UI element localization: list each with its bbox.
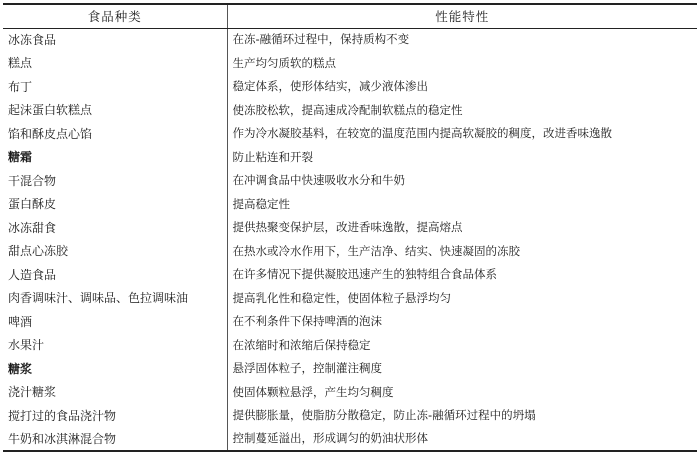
table-header-row xyxy=(3,4,697,28)
table-row xyxy=(3,216,697,240)
property-cell: 防止粘连和开裂 xyxy=(232,149,313,164)
property-cell: 在浓缩时和浓缩后保持稳定 xyxy=(232,337,371,352)
property-cell: 提高乳化性和稳定性，使固体粒子悬浮均匀 xyxy=(232,290,451,305)
property-cell: 提供膨胀量，使脂肪分散稳定，防止冻-融循环过程中的坍塌 xyxy=(232,408,536,422)
property-cell: 在冲调食品中快速吸收水分和牛奶 xyxy=(232,173,405,187)
property-cell: 生产均匀质软的糕点 xyxy=(232,55,336,70)
table-row xyxy=(3,146,697,170)
property-cell: 在不利条件下保持啤酒的泡沫 xyxy=(232,314,382,328)
property-cell: 使固体颗粒悬浮，产生均匀稠度 xyxy=(232,384,394,399)
food-category-cell: 甜点心冻胶 xyxy=(3,240,227,264)
table-row xyxy=(3,404,697,428)
table-row xyxy=(3,240,697,264)
food-category-cell: 搅打过的食品浇汁物 xyxy=(3,404,227,428)
header-food-category: 食品种类 xyxy=(3,4,227,28)
food-category-cell: 肉香调味汁、调味品、色拉调味油 xyxy=(3,287,227,311)
property-cell: 控制蔓延溢出，形成调匀的奶油状形体 xyxy=(227,428,697,452)
table-row xyxy=(3,28,697,52)
food-category-cell: 糖霜 xyxy=(3,146,227,170)
property-cell: 在冻-融循环过程中，保持质构不变 xyxy=(232,32,410,47)
food-category-cell: 水果汁 xyxy=(3,334,227,358)
food-category-cell: 布丁 xyxy=(3,75,227,99)
food-category-cell: 起沫蛋白软糕点 xyxy=(3,99,227,123)
table-row xyxy=(3,52,697,76)
table-row xyxy=(3,334,697,358)
food-category-cell: 糖浆 xyxy=(3,357,227,381)
table-row xyxy=(3,310,697,334)
property-cell: 使冻胶松软，提高速成冷配制软糕点的稳定性 xyxy=(232,102,463,117)
food-category-cell: 人造食品 xyxy=(3,263,227,287)
food-category-cell: 馅和酥皮点心馅 xyxy=(3,122,227,146)
table-row xyxy=(3,169,697,193)
food-properties-table xyxy=(3,3,697,452)
food-category-cell: 牛奶和冰淇淋混合物 xyxy=(3,428,227,452)
property-cell: 在许多情况下提供凝胶迅速产生的独特组合食品体系 xyxy=(232,267,497,281)
table-row xyxy=(3,263,697,287)
food-category-cell: 浇汁糖浆 xyxy=(3,381,227,405)
table-row xyxy=(3,287,697,311)
table-row xyxy=(3,99,697,123)
table-row xyxy=(3,381,697,405)
table-row xyxy=(3,357,697,381)
property-cell: 提高稳定性 xyxy=(232,196,290,211)
food-category-cell: 冰冻甜食 xyxy=(3,216,227,240)
table-row xyxy=(3,75,697,99)
property-cell: 在热水或冷水作用下，生产洁净、结实、快速凝固的冻胶 xyxy=(232,243,520,258)
header-property: 性能特性 xyxy=(227,4,697,28)
table-row xyxy=(3,193,697,217)
food-category-cell: 干混合物 xyxy=(3,169,227,193)
food-category-cell: 冰冻食品 xyxy=(3,28,227,52)
property-cell: 提供热聚变保护层，改进香味逸散，提高熔点 xyxy=(232,220,463,234)
property-cell: 稳定体系，使形体结实，减少液体渗出 xyxy=(232,79,428,93)
food-category-cell: 糕点 xyxy=(3,52,227,76)
food-category-cell: 蛋白酥皮 xyxy=(3,193,227,217)
table-row xyxy=(3,122,697,146)
table-row xyxy=(3,428,697,452)
property-cell: 悬浮固体粒子，控制灌注稠度 xyxy=(232,361,382,375)
property-cell: 作为冷水凝胶基料，在较宽的温度范围内提高软凝胶的稠度，改进香味逸散 xyxy=(232,126,612,140)
food-category-cell: 啤酒 xyxy=(3,310,227,334)
